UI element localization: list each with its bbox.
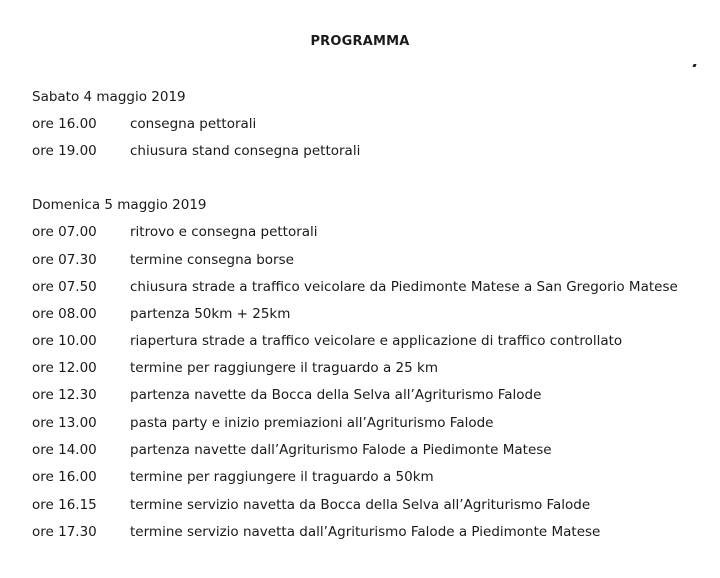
schedule-row — [32, 386, 541, 404]
sunday-heading: Domenica 5 maggio 2019 — [32, 197, 207, 213]
schedule-description: termine consegna borse — [130, 252, 294, 268]
schedule-time: ore 16.00 — [32, 116, 97, 132]
schedule-row — [32, 332, 622, 350]
schedule-description: partenza navette dall’Agriturismo Falode a Piedimonte Matese — [130, 442, 552, 458]
schedule-description: consegna pettorali — [130, 116, 257, 132]
page-title: PROGRAMMA — [310, 34, 410, 49]
schedule-description: termine per raggiungere il traguardo a 50km — [130, 469, 434, 485]
schedule-time: ore 16.15 — [32, 497, 97, 513]
schedule-row — [32, 468, 434, 486]
schedule-description: riapertura strade a traffico veicolare e applicazione di traffico controllato — [130, 333, 623, 349]
schedule-time: ore 17.30 — [32, 524, 97, 540]
schedule-row — [32, 441, 552, 459]
schedule-row — [32, 223, 318, 241]
schedule-time: ore 07.00 — [32, 224, 97, 240]
schedule-description: chiusura strade a traffico veicolare da Piedimonte Matese a San Gregorio Matese — [130, 279, 678, 295]
schedule-time: ore 19.00 — [32, 143, 97, 159]
schedule-time: ore 07.30 — [32, 252, 97, 268]
schedule-time: ore 14.00 — [32, 442, 97, 458]
schedule-description: ritrovo e consegna pettorali — [130, 224, 318, 240]
schedule-row — [32, 414, 493, 432]
schedule-row — [32, 523, 600, 541]
schedule-description: termine servizio navetta dall’Agriturismo Falode a Piedimonte Matese — [130, 524, 601, 540]
schedule-time: ore 07.50 — [32, 279, 97, 295]
schedule-time: ore 08.00 — [32, 306, 97, 322]
saturday-heading: Sabato 4 maggio 2019 — [32, 89, 186, 105]
schedule-description: chiusura stand consegna pettorali — [130, 143, 361, 159]
schedule-row — [32, 496, 590, 514]
schedule-time: ore 12.00 — [32, 360, 97, 376]
schedule-row — [32, 305, 290, 323]
schedule-time: ore 10.00 — [32, 333, 97, 349]
schedule-description: termine per raggiungere il traguardo a 25 km — [130, 360, 438, 376]
stray-mark — [692, 64, 696, 67]
schedule-description: partenza navette da Bocca della Selva all’Agriturismo Falode — [130, 387, 542, 403]
schedule-row — [32, 115, 256, 133]
schedule-time: ore 16.00 — [32, 469, 97, 485]
schedule-description: partenza 50km + 25km — [130, 306, 291, 322]
schedule-row — [32, 142, 360, 160]
schedule-time: ore 12.30 — [32, 387, 97, 403]
schedule-row — [32, 359, 438, 377]
schedule-description: pasta party e inizio premiazioni all’Agriturismo Falode — [130, 415, 494, 431]
schedule-time: ore 13.00 — [32, 415, 97, 431]
schedule-row — [32, 251, 294, 269]
schedule-description: termine servizio navetta da Bocca della Selva all’Agriturismo Falode — [130, 497, 591, 513]
schedule-row — [32, 278, 678, 296]
